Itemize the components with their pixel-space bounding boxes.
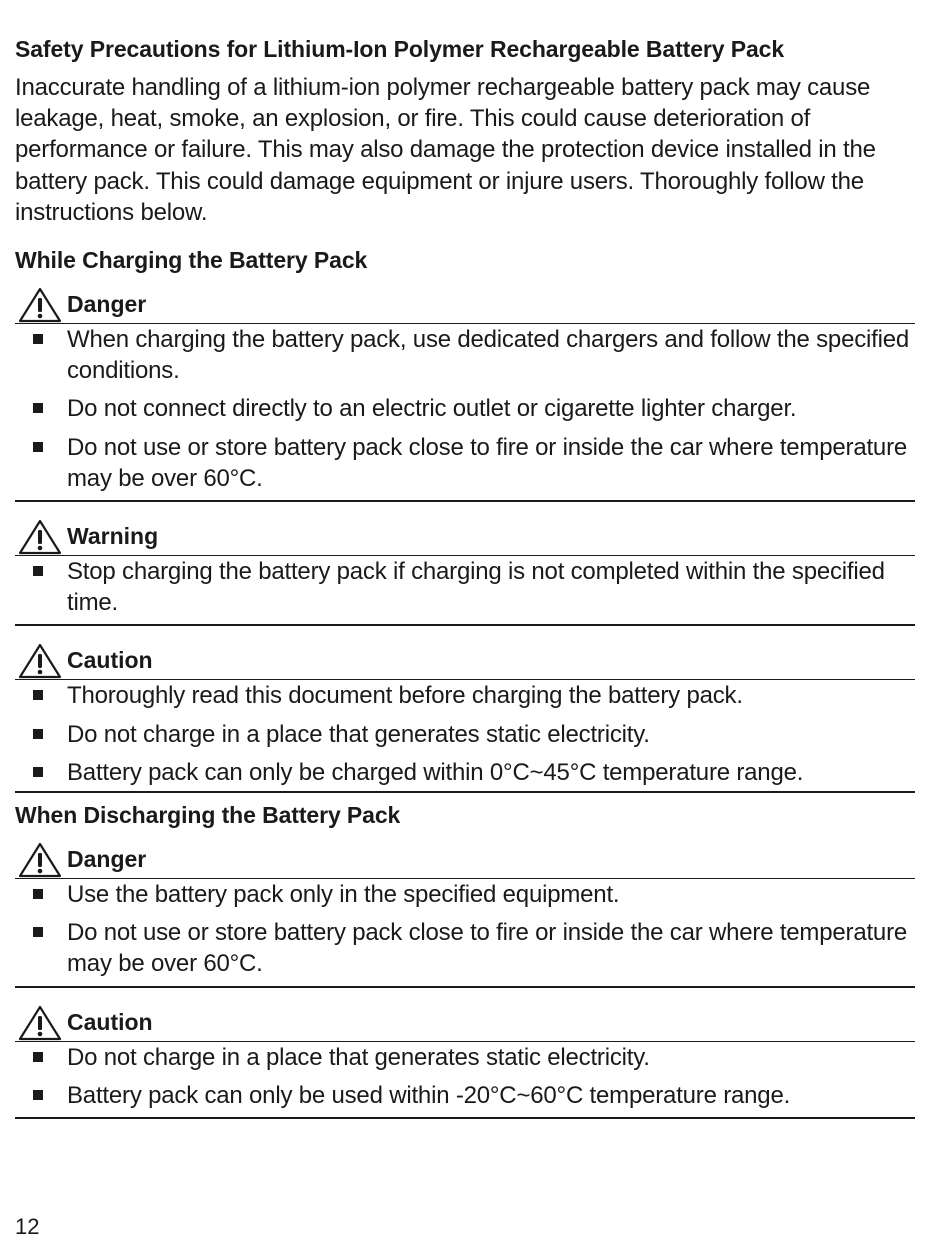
list-item-text: Use the battery pack only in the specified equipment.	[67, 881, 620, 909]
list-item	[15, 1080, 915, 1111]
bullet	[33, 566, 43, 576]
warning-triangle-icon	[18, 287, 62, 323]
list-item	[15, 719, 915, 750]
list-item-text: Stop charging the battery pack if charging is not completed within the specified time.	[67, 558, 885, 617]
bullet	[33, 927, 43, 937]
danger-list	[15, 324, 915, 494]
block-label: Caution	[67, 1008, 153, 1035]
bullet	[33, 334, 43, 344]
warning-triangle-icon	[18, 1005, 62, 1041]
list-item-text: Battery pack can only be used within -20°C~60°C temperature range.	[67, 1081, 791, 1109]
bullet	[33, 1090, 43, 1100]
block-header	[15, 838, 915, 879]
bullet	[33, 442, 43, 452]
section-heading-discharging: When Discharging the Battery Pack	[15, 802, 401, 829]
list-item	[15, 324, 915, 386]
warning-triangle-icon	[18, 519, 62, 555]
list-item	[15, 917, 915, 979]
block-label: Caution	[67, 647, 153, 674]
list-item	[15, 556, 915, 618]
page-number: 12	[15, 1214, 40, 1239]
list-item-text: Thoroughly read this document before charging the battery pack.	[67, 682, 743, 710]
block-header	[15, 639, 915, 680]
document-page	[15, 32, 915, 1119]
bullet	[33, 403, 43, 413]
list-item-text: When charging the battery pack, use dedicated chargers and follow the specified conditions.	[67, 326, 910, 385]
danger-list	[15, 879, 915, 980]
caution-list	[15, 680, 915, 788]
section-heading-charging: While Charging the Battery Pack	[15, 247, 368, 274]
list-item-text: Do not use or store battery pack close to fire or inside the car where temperature may be over 60°C.	[67, 433, 908, 492]
block-label: Warning	[67, 523, 159, 550]
list-item-text: Do not charge in a place that generates static electricity.	[67, 1043, 650, 1071]
list-item	[15, 757, 915, 788]
caution-list	[15, 1042, 915, 1111]
list-item-text: Do not charge in a place that generates static electricity.	[67, 720, 650, 748]
bullet	[33, 729, 43, 739]
list-item	[15, 879, 915, 910]
block-header	[15, 283, 915, 324]
bullet	[33, 690, 43, 700]
discharging-danger-block	[15, 838, 915, 988]
list-item	[15, 432, 915, 494]
bullet	[33, 1052, 43, 1062]
intro-paragraph: Inaccurate handling of a lithium-ion polymer rechargeable battery pack may cause leakage, heat, smoke, an explosion, or fire. This could cause deterioration of performance or failure. This may also damage the protection device installed in the battery pack. This could damage equipment or injure users. Thoroughly follow the instructions below.	[15, 74, 876, 226]
charging-caution-block	[15, 639, 915, 793]
warning-triangle-icon	[18, 842, 62, 878]
list-item	[15, 393, 915, 424]
warning-list	[15, 556, 915, 618]
charging-warning-block	[15, 515, 915, 626]
page-title: Safety Precautions for Lithium-Ion Polymer Rechargeable Battery Pack	[15, 36, 785, 62]
list-item-text: Do not use or store battery pack close to fire or inside the car where temperature may be over 60°C.	[67, 919, 908, 978]
block-label: Danger	[67, 291, 147, 318]
block-header	[15, 515, 915, 556]
bullet	[33, 889, 43, 899]
block-label: Danger	[67, 846, 147, 873]
list-item	[15, 680, 915, 711]
bullet	[33, 767, 43, 777]
discharging-caution-block	[15, 1001, 915, 1119]
charging-danger-block	[15, 283, 915, 502]
list-item	[15, 1042, 915, 1073]
warning-triangle-icon	[18, 643, 62, 679]
list-item-text: Do not connect directly to an electric outlet or cigarette lighter charger.	[67, 395, 797, 423]
block-header	[15, 1001, 915, 1042]
list-item-text: Battery pack can only be charged within 0°C~45°C temperature range.	[67, 758, 804, 786]
